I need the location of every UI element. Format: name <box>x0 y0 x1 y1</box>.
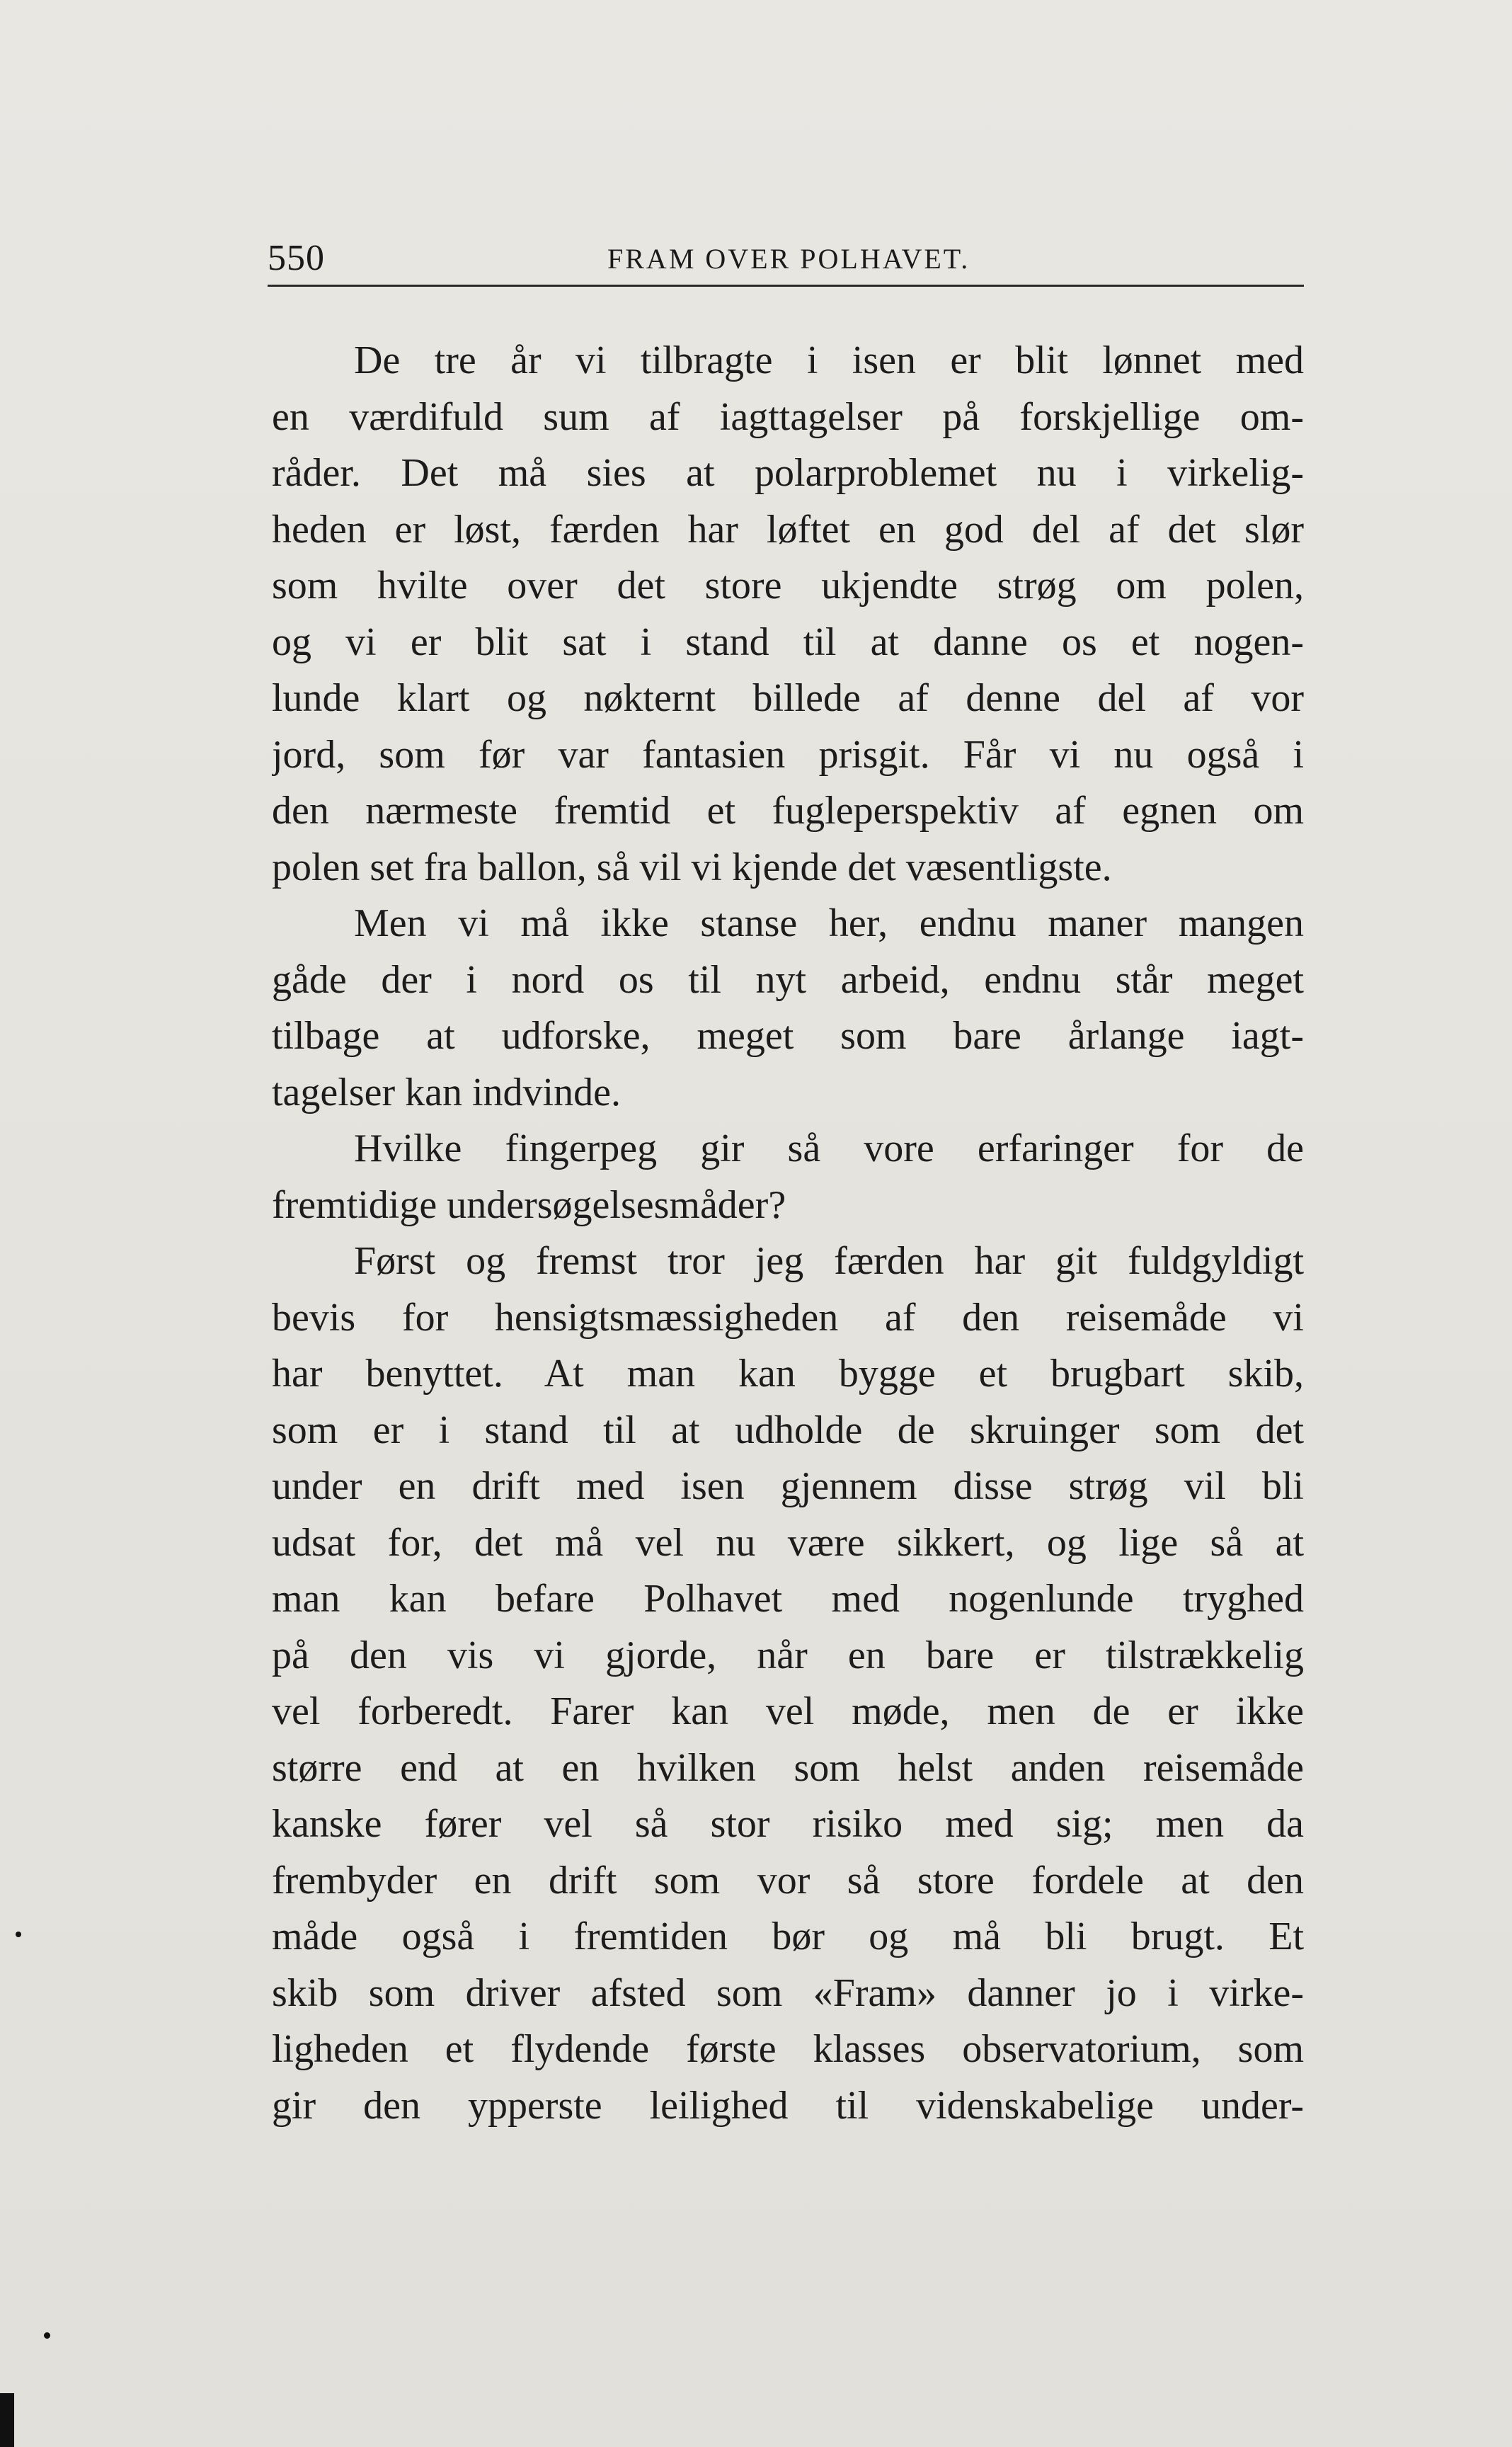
text-line: har benyttet. At man kan bygge et brugbart skib, <box>272 1352 1304 1396</box>
text-line: en værdifuld sum af iagttagelser på forskjellige om- <box>272 394 1304 439</box>
text-line: tagelser kan indvinde. <box>272 1070 621 1114</box>
text-line: Først og fremst tror jeg færden har git fuldgyldigt <box>354 1239 1304 1283</box>
text-line: under en drift med isen gjennem disse strøg vil bli <box>272 1464 1304 1508</box>
text-line: ligheden et flydende første klasses observatorium, som <box>272 2027 1304 2071</box>
text-line: udsat for, det må vel nu være sikkert, og lige så at <box>272 1520 1304 1565</box>
scan-speck <box>16 1932 21 1937</box>
text-line: større end at en hvilken som helst anden reisemåde <box>272 1745 1304 1790</box>
header-rule <box>268 285 1304 287</box>
text-line: gåde der i nord os til nyt arbeid, endnu står meget <box>272 957 1304 1002</box>
page-number: 550 <box>268 238 325 278</box>
text-line: kanske fører vel så stor risiko med sig; men da <box>272 1802 1304 1846</box>
text-line: Hvilke fingerpeg gir så vore erfaringer for de <box>354 1126 1304 1170</box>
text-line: lunde klart og nøkternt billede af denne del af vor <box>272 676 1304 720</box>
text-line: gir den ypperste leilighed til videnskabelige under- <box>272 2083 1304 2128</box>
text-line: Men vi må ikke stanse her, endnu maner mangen <box>354 901 1304 945</box>
text-line: den nærmeste fremtid et fugleperspektiv af egnen om <box>272 789 1304 833</box>
body-text <box>272 333 1304 2134</box>
text-line: og vi er blit sat i stand til at danne os et nogen- <box>272 620 1304 664</box>
text-line: som er i stand til at udholde de skruinger som det <box>272 1408 1304 1452</box>
page-header <box>268 234 1304 283</box>
text-line: man kan befare Polhavet med nogenlunde tryghed <box>272 1577 1304 1621</box>
text-line: jord, som før var fantasien prisgit. Får vi nu også i <box>272 732 1304 777</box>
text-line: De tre år vi tilbragte i isen er blit lønnet med <box>354 338 1304 382</box>
text-line: bevis for hensigtsmæssigheden af den reisemåde vi <box>272 1295 1304 1340</box>
text-line: som hvilte over det store ukjendte strøg om polen, <box>272 564 1304 608</box>
text-line: polen set fra ballon, så vil vi kjende det væsentligste. <box>272 845 1112 889</box>
scan-edge-mark <box>0 2393 14 2447</box>
running-title: FRAM OVER POLHAVET. <box>607 243 970 275</box>
text-line: vel forberedt. Farer kan vel møde, men de er ikke <box>272 1689 1304 1733</box>
text-line: frembyder en drift som vor så store fordele at den <box>272 1858 1304 1903</box>
text-line: tilbage at udforske, meget som bare årlange iagt- <box>272 1014 1304 1058</box>
text-line: heden er løst, færden har løftet en god del af det slør <box>272 507 1304 552</box>
text-line: fremtidige undersøgelsesmåder? <box>272 1182 786 1227</box>
text-line: skib som driver afsted som «Fram» danner jo i virke- <box>272 1970 1304 2015</box>
text-line: på den vis vi gjorde, når en bare er tilstrækkelig <box>272 1633 1304 1677</box>
text-line: måde også i fremtiden bør og må bli brugt. Et <box>272 1915 1304 1958</box>
text-line: råder. Det må sies at polarproblemet nu i virkelig- <box>272 451 1304 495</box>
scan-speck <box>44 2332 50 2339</box>
